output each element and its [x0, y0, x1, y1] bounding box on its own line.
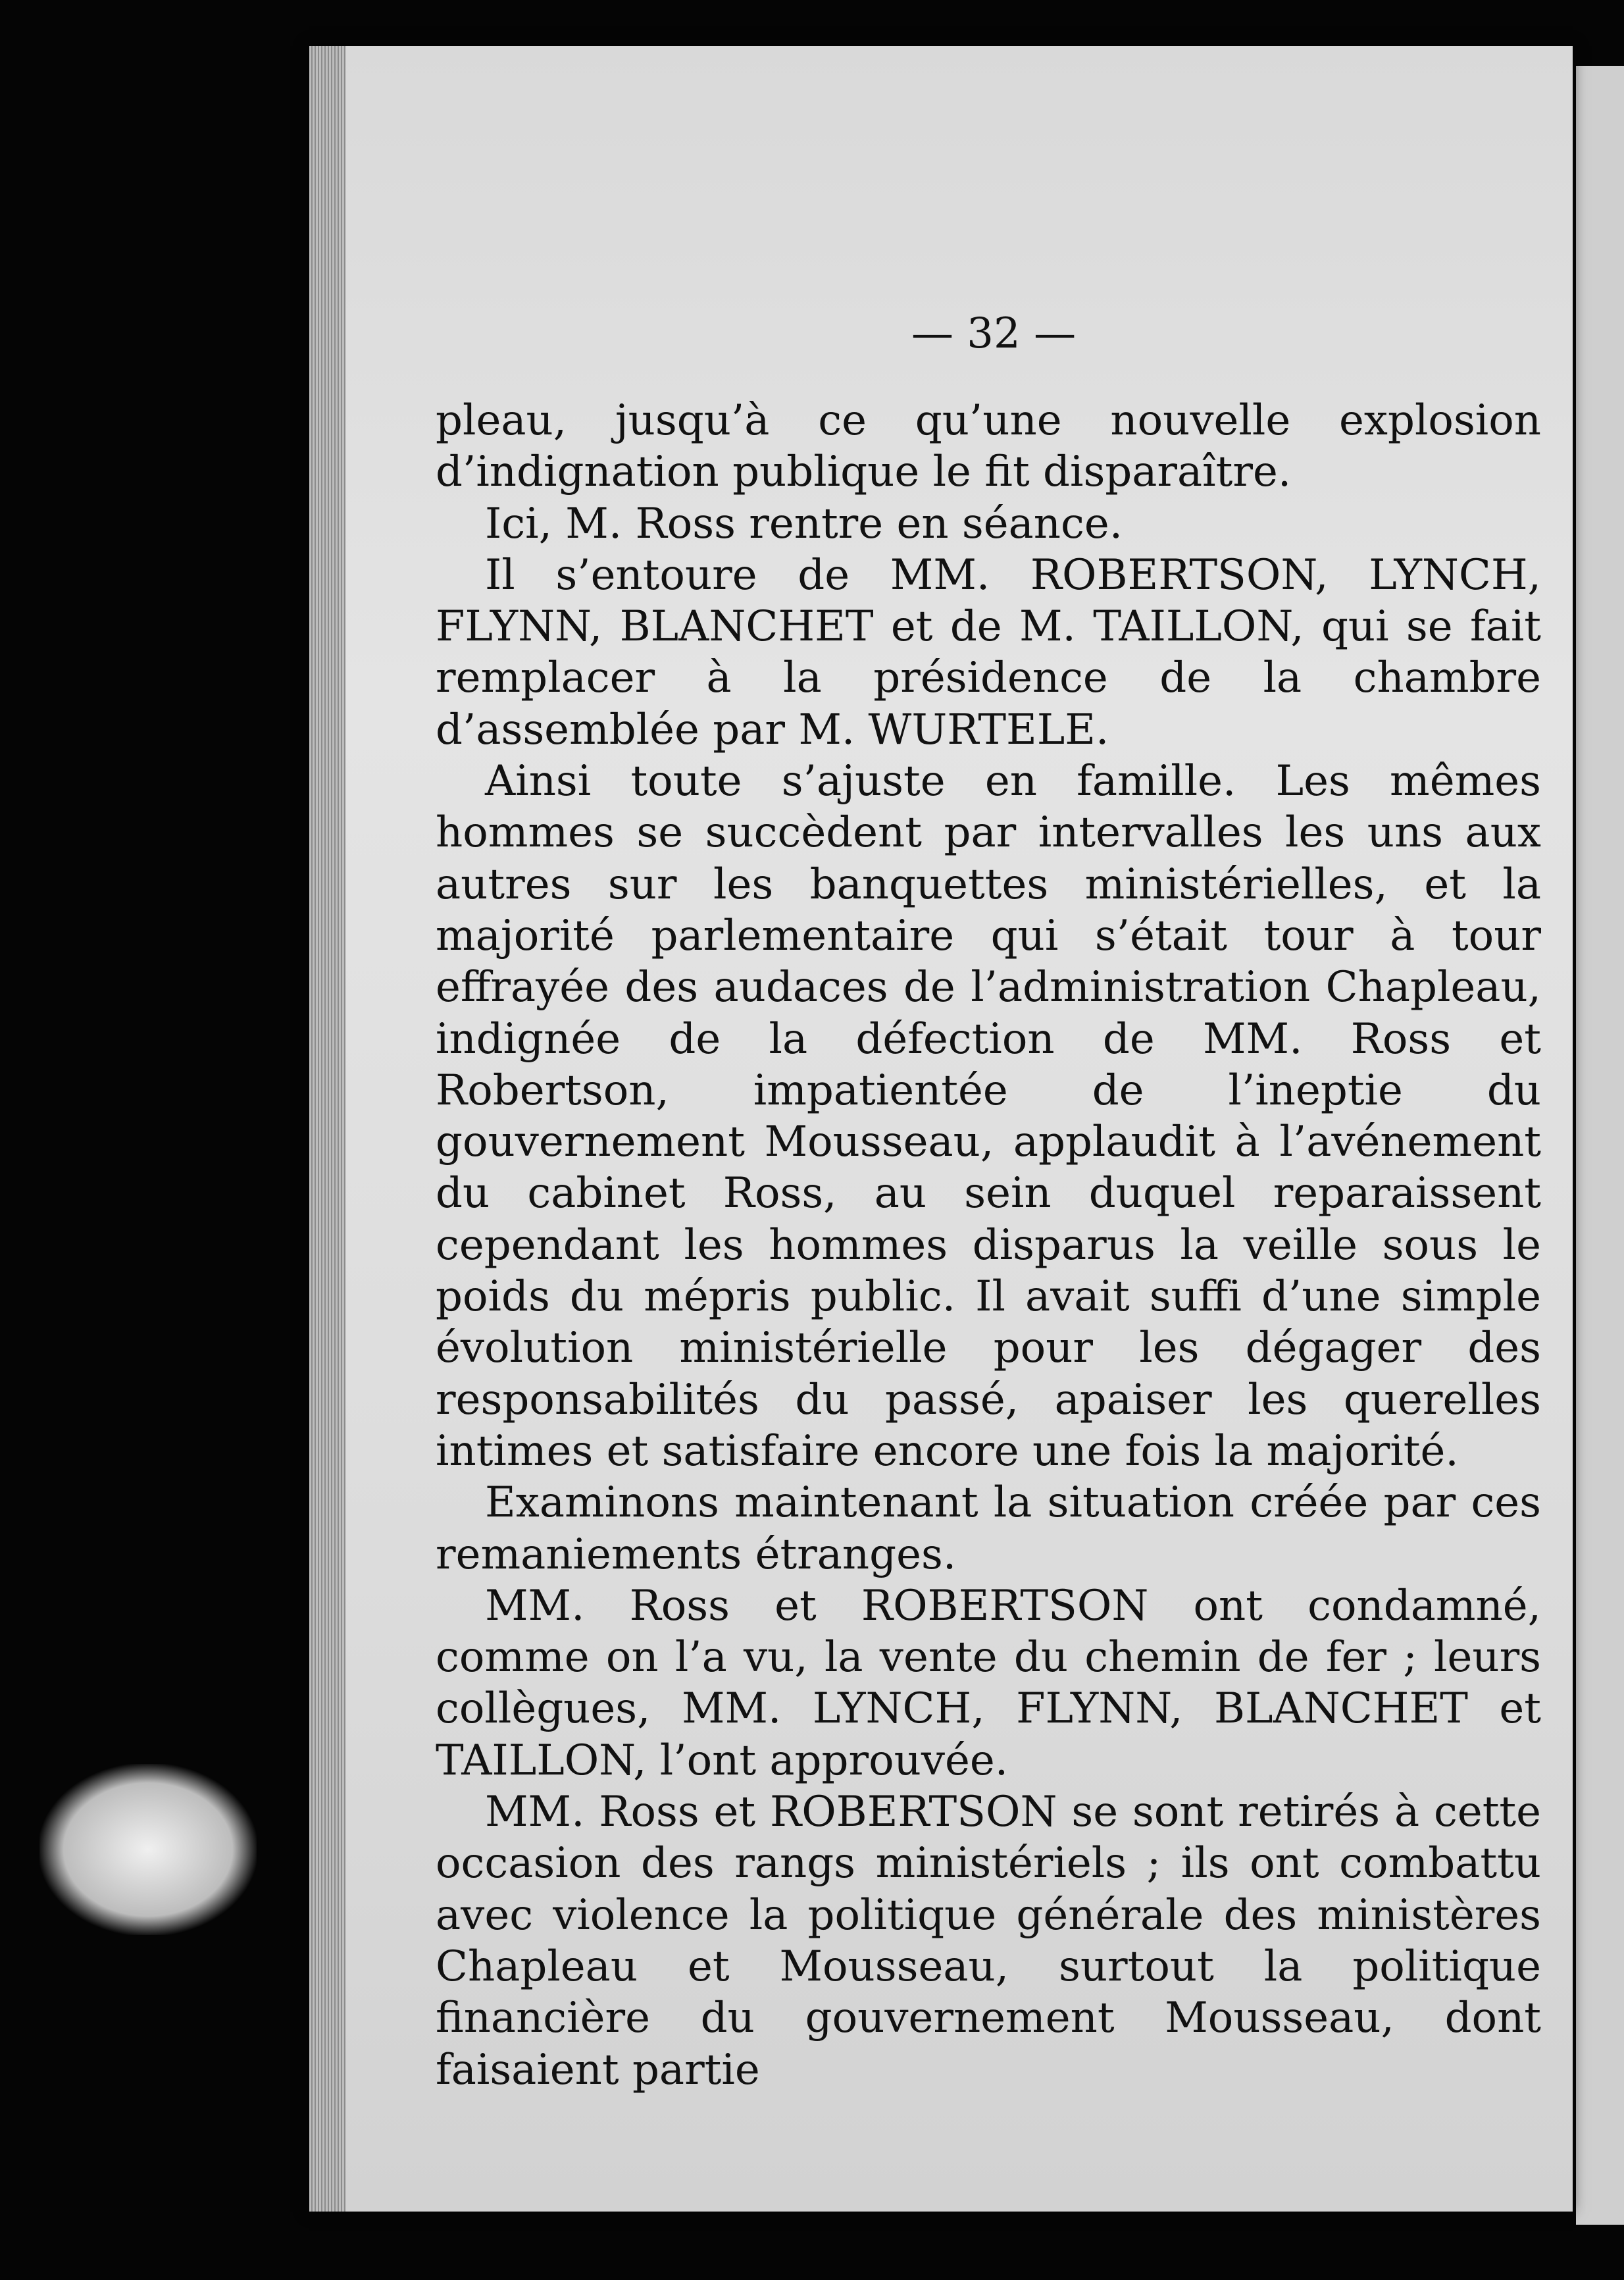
adjacent-page-edge [1576, 66, 1624, 2225]
body-text [436, 395, 1541, 2096]
paragraph: Examinons maintenant la situation créée par ces remaniements étranges. [436, 1478, 1541, 1579]
paragraph: pleau, jusqu’à ce qu’une nouvelle explosion d’indignation publique le fit disparaître. [436, 396, 1541, 497]
page-number: — 32 — [911, 309, 1077, 358]
paper-damage-stain [39, 1764, 257, 1935]
paragraph: MM. Ross et ROBERTSON ont condamné, comme on l’a vu, la vente du chemin de fer ; leurs collègues, MM. LYNCH, FLYNN, BLANCHET et TAILLON, l’ont approuvée. [436, 1581, 1541, 1785]
paragraph: Ici, M. Ross rentre en séance. [485, 499, 1123, 548]
paragraph: MM. Ross et ROBERTSON se sont retirés à cette occasion des rangs ministériels ; ils ont combattu avec violence la politique générale des ministères Chapleau et Mousseau, surtout la politique financière du gouvernement Mousseau, dont faisaient partie [436, 1788, 1541, 2094]
page-stack-edges [309, 46, 345, 2212]
paragraph: Ainsi toute s’ajuste en famille. Les mêmes hommes se succèdent par intervalles les uns aux autres sur les banquettes ministérielles, et la majorité parlementaire qui s’était tour à tour effrayée des audaces de l’administration Chapleau, indignée de la défection de MM. Ross et Robertson, impatientée de l’ineptie du gouvernement Mousseau, applaudit à l’avénement du cabinet Ross, au sein duquel reparaissent cependant les hommes disparus la veille sous le poids du mépris public. Il avait suffi d’une simple évolution ministérielle pour les dégager des responsabilités du passé, apaiser les querelles intimes et satisfaire encore une fois la majorité. [436, 757, 1541, 1476]
paragraph: Il s’entoure de MM. ROBERTSON, LYNCH, FLYNN, BLANCHET et de M. TAILLON, qui se fait remplacer à la présidence de la chambre d’assemblée par M. WURTELE. [436, 550, 1541, 754]
